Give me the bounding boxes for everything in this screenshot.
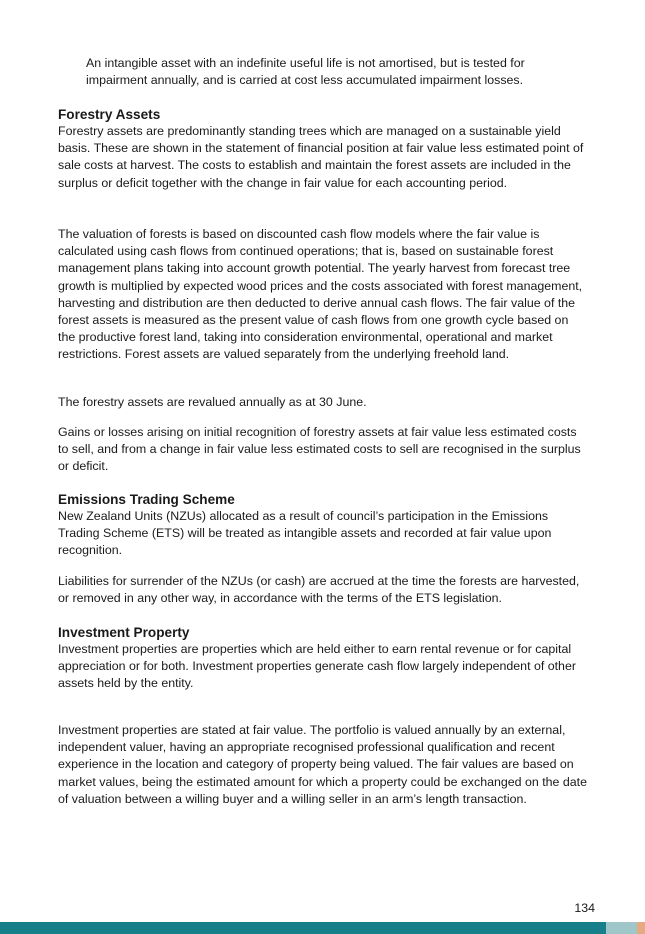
footer-bar (0, 922, 606, 934)
heading-emissions-trading-scheme: Emissions Trading Scheme (58, 492, 235, 507)
intangible-paragraph: An intangible asset with an indefinite useful life is not amortised, but is tested for impairment annually, and is carried at cost less accumulated impairment losses. (86, 56, 525, 88)
forestry-paragraph-4: Gains or losses arising on initial recognition of forestry assets at fair value less estimated costs to sell, and from a change in fair value less estimated costs to sell are recognised in the surplus or deficit. (58, 425, 581, 474)
heading-investment-property: Investment Property (58, 625, 190, 640)
forestry-paragraph-2: The valuation of forests is based on discounted cash flow models where the fair value is calculated using cash flows from continued operations; that is, based on sustainable forest management plans taking into account growth potential. The yearly harvest from forecast tree growth is multiplied by expected wood prices and the costs associated with forest management, harvesting and distribution are then deducted to derive annual cash flows. The fair value of the forest assets is measured as the present value of cash flows from one growth cycle based on the productive forest land, taking into consideration environmental, operational and market restrictions. Forest assets are valued separately from the underlying freehold land. (58, 227, 583, 362)
footer-bar-accent (637, 922, 645, 934)
page-number: 134 (574, 901, 595, 915)
forestry-paragraph-1: Forestry assets are predominantly standing trees which are managed on a sustainable yield basis. These are shown in the statement of financial position at fair value less estimated point of sale costs at harvest. The costs to establish and maintain the forest assets are included in the surplus or deficit together with the change in fair value for each accounting period. (58, 124, 584, 190)
ets-paragraph-1: New Zealand Units (NZUs) allocated as a result of council’s participation in the Emissions Trading Scheme (ETS) will be treated as intangible assets and recorded at fair value upon recognition. (58, 509, 552, 558)
investment-paragraph-2: Investment properties are stated at fair value. The portfolio is valued annually by an external, independent valuer, having an appropriate recognised professional qualification and recent experience in the location and category of property being valued. The fair values are based on market values, being the estimated amount for which a property could be exchanged on the date of valuation between a willing buyer and a willing seller in an arm’s length transaction. (58, 723, 587, 806)
ets-paragraph-2: Liabilities for surrender of the NZUs (or cash) are accrued at the time the forests are harvested, or removed in any other way, in accordance with the terms of the ETS legislation. (58, 574, 580, 606)
investment-paragraph-1: Investment properties are properties which are held either to earn rental revenue or for capital appreciation or for both. Investment properties generate cash flow largely independent of other assets held by the entity. (58, 642, 576, 691)
heading-forestry-assets: Forestry Assets (58, 107, 161, 122)
footer-bar-light (606, 922, 637, 934)
forestry-paragraph-3: The forestry assets are revalued annually as at 30 June. (58, 395, 367, 409)
